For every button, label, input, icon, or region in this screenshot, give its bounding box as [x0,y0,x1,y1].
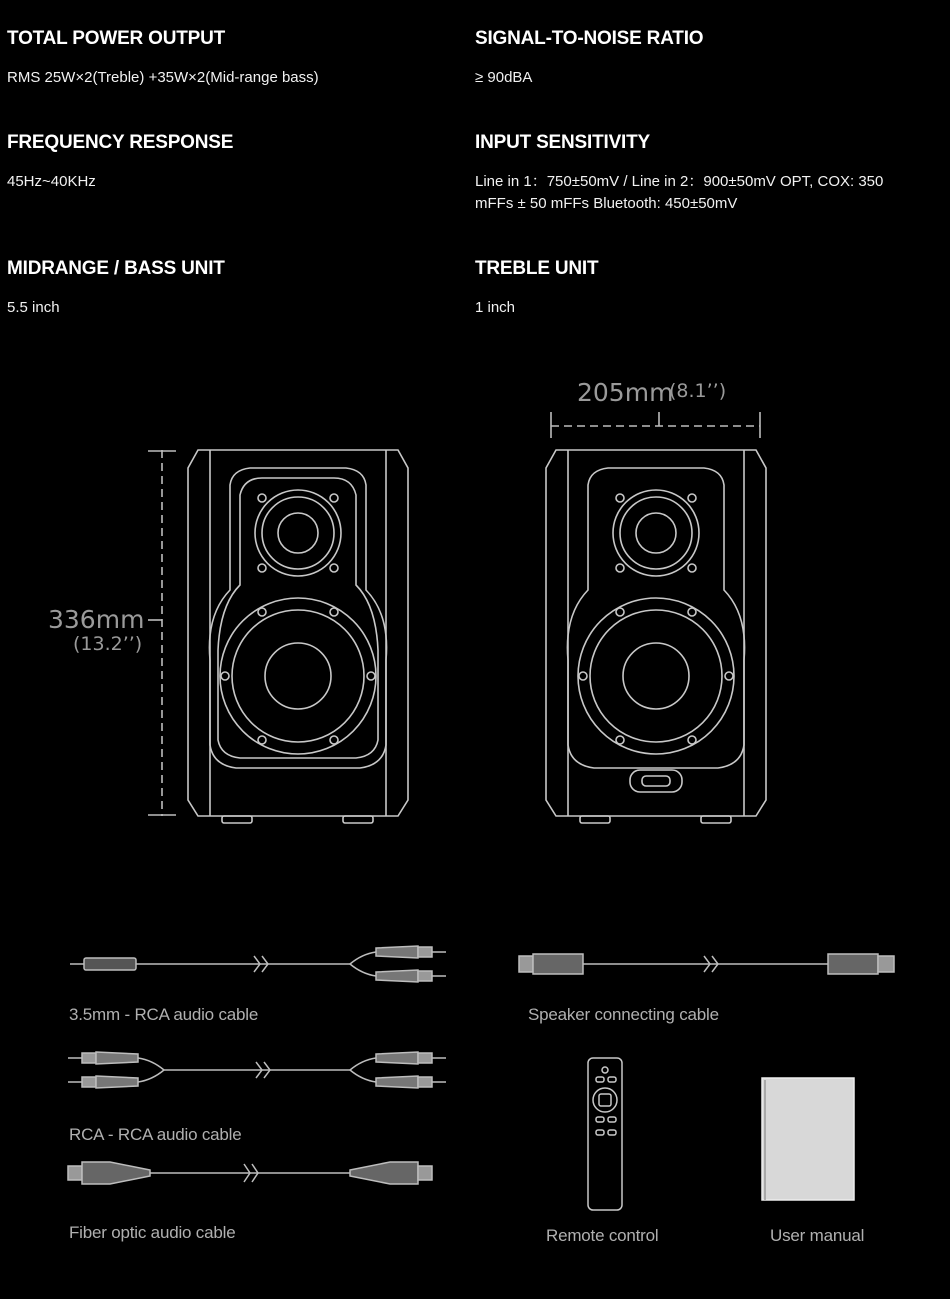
cable-35mm-rca [70,946,446,982]
caption-rca-rca-cable: RCA - RCA audio cable [69,1125,242,1144]
width-in-label: (8.1’’) [669,380,727,402]
spec-value: 1 inch [475,299,516,316]
spec-label: TOTAL POWER OUTPUT [7,28,226,49]
spec-value: 5.5 inch [7,299,60,316]
spec-value: RMS 25W×2(Treble) +35W×2(Mid-range bass) [7,69,319,86]
spec-label: TREBLE UNIT [475,258,599,279]
spec-label: SIGNAL-TO-NOISE RATIO [475,28,704,49]
caption-remote-control: Remote control [546,1226,659,1245]
spec-label: MIDRANGE / BASS UNIT [7,258,225,279]
spec-value: 45Hz~40KHz [7,173,96,190]
caption-user-manual: User manual [770,1226,865,1245]
spec-value: ≥ 90dBA [475,69,533,86]
cable-fiber-optic [68,1162,432,1184]
cable-speaker [519,954,894,974]
spec-label: INPUT SENSITIVITY [475,132,651,153]
height-mm-label: 336mm [48,605,145,634]
cable-rca-rca [68,1052,446,1088]
caption-speaker-cable: Speaker connecting cable [528,1005,719,1024]
caption-35mm-rca-cable: 3.5mm - RCA audio cable [69,1005,259,1024]
user-manual-drawing [762,1078,854,1200]
remote-control-drawing [588,1058,622,1210]
height-in-label: (13.2’’) [73,633,143,655]
spec-value-line: Line in 1：750±50mV / Line in 2：900±50mV OPT, COX: 350 [475,173,884,190]
spec-label: FREQUENCY RESPONSE [7,132,234,153]
caption-fiber-optic-cable: Fiber optic audio cable [69,1223,236,1242]
width-mm-label: 205mm [577,378,674,407]
spec-value-line: mFFs ± 50 mFFs Bluetooth: 450±50mV [475,195,738,212]
